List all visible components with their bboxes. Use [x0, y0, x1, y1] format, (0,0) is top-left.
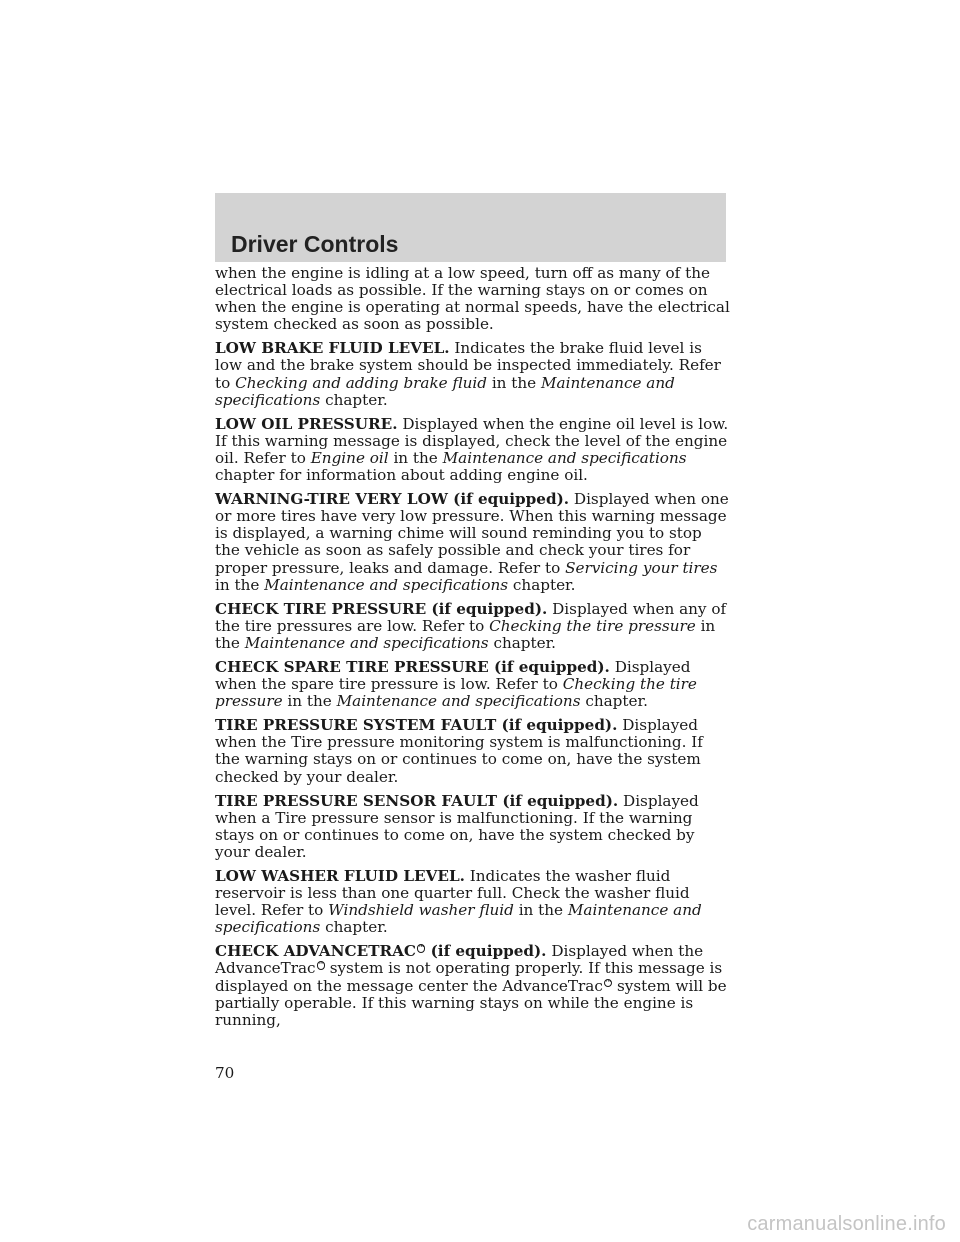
paragraph-text: Displayed when the spare tire pressure is low. Refer to [215, 657, 691, 694]
chapter-reference: Maintenance and specifications [215, 901, 702, 937]
paragraph-low-washer-fluid [215, 868, 730, 936]
site-watermark: carmanualsonline.info [747, 1213, 946, 1235]
message-heading [215, 942, 546, 960]
paragraph-tire-very-low [215, 491, 730, 594]
paragraph-text: chapter. [493, 633, 557, 652]
paragraph-text: Displayed when the Tire pressure monitoring system is malfunctioning. If the warning stays on or continues to come on, have the system checked by your dealer. [215, 716, 703, 786]
trademark-icon: ™ [418, 944, 426, 953]
paragraph-text: Displayed when the engine oil level is low. If this warning message is displayed, check the level of the engine oil. Refer to [215, 414, 729, 467]
paragraph-text: in the [215, 616, 716, 652]
paragraph-text: chapter. [585, 692, 648, 711]
paragraph-text: Displayed when one or more tires have very low pressure. When this warning message is displayed, a warning chime will sound reminding you to stop the vehicle as soon as safely possible and check your tires for proper pressure, leaks and damage. Refer to [215, 490, 729, 577]
brand-name: AdvanceTrac [215, 959, 316, 978]
paragraph-text: Indicates the washer fluid reservoir is less than one quarter full. Check the washer fluid level. Refer to [215, 867, 690, 920]
chapter-reference: Maintenance and specifications [264, 575, 509, 594]
paragraph-low-brake-fluid [215, 340, 730, 408]
message-heading: TIRE PRESSURE SENSOR FAULT (if equipped). [215, 791, 619, 810]
cross-reference: Checking the tire pressure [489, 616, 696, 635]
paragraph-text: system is not operating properly. If this message is displayed on the message center the [215, 959, 723, 995]
page-number: 70 [215, 1064, 235, 1082]
message-heading: LOW WASHER FLUID LEVEL. [215, 867, 465, 885]
paragraph-text: in the [215, 575, 260, 594]
chapter-reference: Maintenance and specifications [336, 692, 581, 711]
cross-reference: Checking the tire pressure [215, 675, 697, 711]
message-heading-part: (if equipped). [430, 942, 547, 961]
section-header-band [215, 193, 726, 262]
paragraph-text: system will be partially operable. If this warning stays on while the engine is running, [215, 976, 727, 1029]
paragraph-text: in the [287, 692, 332, 711]
message-heading: TIRE PRESSURE SYSTEM FAULT (if equipped). [215, 716, 618, 735]
paragraph-text: when the engine is idling at a low speed, turn off as many of the electrical loads as possible. If the warning stays on or comes on when the engine is operating at normal speeds, have the electrical system checked as soon as possible. [215, 264, 730, 334]
cross-reference: Checking and adding brake fluid [235, 373, 487, 392]
paragraph-text: chapter. [325, 918, 388, 937]
paragraph-check-advancetrac [215, 943, 730, 1028]
paragraph-text: Displayed when the [551, 942, 704, 961]
paragraph-text: chapter for information about adding engine oil. [215, 466, 588, 485]
message-heading: LOW BRAKE FLUID LEVEL. [215, 339, 450, 358]
cross-reference: Engine oil [310, 448, 389, 467]
trademark-icon: ™ [317, 961, 325, 970]
message-heading-part: CHECK ADVANCETRAC [215, 942, 417, 961]
message-heading: CHECK SPARE TIRE PRESSURE (if equipped). [215, 657, 610, 676]
paragraph-text: Displayed when a Tire pressure sensor is malfunctioning. If the warning stays on or continues to come on, have the system checked by your dealer. [215, 791, 699, 861]
paragraph-text: in the [393, 448, 438, 467]
paragraph-text: in the [491, 373, 537, 392]
paragraph-electrical-loads [215, 265, 730, 333]
manual-body [215, 265, 730, 1036]
paragraph-tire-pressure-sensor-fault [215, 793, 730, 861]
section-title: Driver Controls [231, 231, 399, 257]
paragraph-text: chapter. [325, 390, 388, 409]
paragraph-check-tire-pressure [215, 601, 730, 652]
message-heading: CHECK TIRE PRESSURE (if equipped). [215, 599, 548, 618]
paragraph-low-oil-pressure [215, 416, 730, 484]
message-heading: LOW OIL PRESSURE. [215, 414, 398, 433]
paragraph-text: chapter. [512, 575, 576, 594]
chapter-reference: Maintenance and specifications [442, 448, 687, 467]
paragraph-check-spare-tire-pressure [215, 659, 730, 710]
brand-name: AdvanceTrac [502, 976, 603, 995]
cross-reference: Servicing your tires [565, 558, 718, 577]
cross-reference: Windshield washer fluid [328, 901, 514, 920]
chapter-reference: Maintenance and specifications [244, 633, 489, 652]
paragraph-text: in the [518, 901, 564, 920]
paragraph-text: Displayed when any of the tire pressures are low. Refer to [215, 599, 727, 635]
chapter-reference: Maintenance and specifications [215, 373, 675, 409]
message-heading: WARNING-TIRE VERY LOW (if equipped). [215, 490, 570, 509]
paragraph-text: Indicates the brake fluid level is low and the brake system should be inspected immediately. Refer to [215, 339, 721, 392]
trademark-icon: ™ [604, 978, 612, 987]
paragraph-tire-pressure-system-fault [215, 717, 730, 785]
